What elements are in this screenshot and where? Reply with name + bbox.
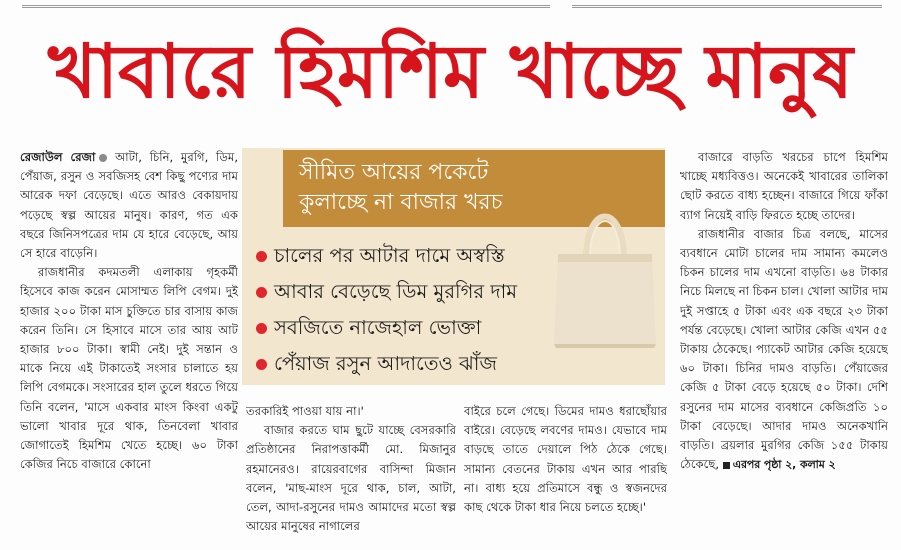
highlight-bullet	[256, 310, 556, 346]
top-border-left	[22, 0, 550, 8]
highlight-bullet	[256, 346, 556, 382]
shopping-bag-icon	[546, 182, 662, 352]
highlight-title-line-2: কুলাচ্ছে না বাজার খরচ	[299, 190, 503, 215]
highlight-bullet-list	[256, 238, 556, 382]
top-border-right	[572, 0, 882, 8]
article-column-1	[20, 148, 238, 548]
bullet-text: সবজিতে নাজেহাল ভোক্তা	[274, 316, 482, 339]
article-paragraph: বাজারে বাড়তি খরচের চাপে হিমশিম খাচ্ছে মধ্যবিত্তও। অনেকেই খাবারের তালিকা ছোট করতে বাধ্য হচ্ছেন। বাজারে গিয়ে ফাঁকা ব্যাগ নিয়েই বাড়ি ফিরতে হচ্ছে তাদের।	[680, 150, 888, 222]
article-paragraph	[680, 225, 888, 475]
article-paragraph: বাজার করতে ঘাম ছুটে যাচ্ছে বেসরকারি প্রতিষ্ঠানের নিরাপত্তাকর্মী মো. মিজানুর রহমানেরও। রায়েরবাগের বাসিন্দা মিজান বলেন, 'মাছ-মাংস দূরে থাক, চাল, আটা, তেল, আদা-রসুনের দামও আমাদের মতো স্বল্প আয়ের মানুষের নাগালের	[246, 423, 456, 534]
article-column-4	[680, 148, 888, 548]
square-bullet-icon	[723, 462, 730, 469]
continuation-note	[723, 458, 836, 471]
highlight-title-line-1: সীমিত আয়ের পকেটে	[299, 160, 489, 185]
article-column-2	[246, 402, 456, 548]
red-bullet-icon	[256, 359, 267, 370]
article-lead: আটা, চিনি, মুরগি, ডিম, পেঁয়াজ, রসুন ও সবজিসহ বেশ কিছু পণ্যের দাম আরেক দফা বেড়েছে। এতে আরও বেকায়দায় পড়েছে স্বল্প আয়ের মানুষ। কারণ, গত এক বছরে জিনিসপত্রের দাম যে হারে বেড়েছে, আয় সে হারে বাড়েনি।	[20, 150, 238, 261]
article-paragraph: রাজধানীর কদমতলী এলাকায় গৃহকর্মী হিসেবে কাজ করেন মোসাম্মত লিপি বেগম। দুই হাজার ২০০ টাকা মাস চুক্তিতে চার বাসায় কাজ করেন তিনি। সে হিসাবে মাসে তার আয় আট হাজার ৮০০ টাকা। স্বামী নেই। দুই সন্তান ও মাকে নিয়ে এই টাকাতেই সংসার চালাতে হয় লিপি বেগমকে। সংসারের হাল তুলে ধরতে গিয়ে তিনি বলেন, 'মাসে একবার মাংস কিংবা একটু ভালো খাবার দূরে থাক, তিনবেলা খাবার জোগাতেই হিমশিম খেতে হচ্ছে। ৬০ টাকা কেজির নিচে বাজারে কোনো	[20, 265, 238, 472]
bullet-text: পেঁয়াজ রসুন আদাতেও ঝাঁজ	[274, 352, 497, 375]
byline: রেজাউল রেজা	[20, 150, 96, 164]
bullet-text: আবার বেড়েছে ডিম মুরগির দাম	[274, 280, 518, 303]
red-bullet-icon	[256, 323, 267, 334]
article-paragraph: বাইরে চলে গেছে। ডিমের দামও ধরাছোঁয়ার বাইরে। বেড়েছে লবণের দামও। যেভাবে দাম বাড়ছে তাতে দেয়ালে পিঠ ঠেকে গেছে। সামান্য বেতনের টাকায় এখন আর পারছি না। বাধ্য হয়ে প্রতিমাসে বন্ধু ও স্বজনদের কাছ থেকে টাকা ধার নিয়ে চলতে হচ্ছে।'	[464, 404, 667, 515]
article-column-3	[464, 402, 667, 548]
article-paragraph-text: রাজধানীর বাজার চিত্র বলছে, মাসের ব্যবধানে মোটা চালের দাম সামান্য কমলেও চিকন চালের দাম এখনো বাড়তি। ৬৪ টাকার নিচে মিলছে না চিকন চাল। খোলা আটার দাম দুই সপ্তাহে ৫ টাকা এবং এক বছরে ২৩ টাকা পর্যন্ত বেড়েছে। খোলা আটার কেজি এখন ৫৫ টাকায় ঠেকেছে। প্যাকেট আটার কেজি হয়েছে ৬০ টাকা। চিনির দামও বাড়তি। পেঁয়াজের কেজি ৫ টাকা বেড়ে হয়েছে ৫০ টাকা। দেশি রসুনের দাম মাসের ব্যবধানে কেজিপ্রতি ১০ টাকা বেড়েছে। আদার দামও অনেকখানি বাড়তি। ব্রয়লার মুরগির কেজি ১৫৫ টাকায় ঠেকেছে,	[680, 226, 888, 472]
byline-bullet-icon	[99, 154, 107, 162]
continuation-text: এরপর পৃষ্ঠা ২, কলাম ২	[732, 458, 836, 472]
bullet-text: চালের পর আটার দামে অস্বস্তি	[274, 244, 505, 267]
highlight-bullet	[256, 238, 556, 274]
headline: খাবারে হিমশিম খাচ্ছে মানুষ	[48, 29, 853, 115]
highlight-bullet	[256, 274, 556, 310]
red-bullet-icon	[256, 251, 267, 262]
red-bullet-icon	[256, 287, 267, 298]
article-paragraph: তরকারিই পাওয়া যায় না।'	[246, 404, 364, 418]
top-border-strip	[0, 0, 901, 10]
